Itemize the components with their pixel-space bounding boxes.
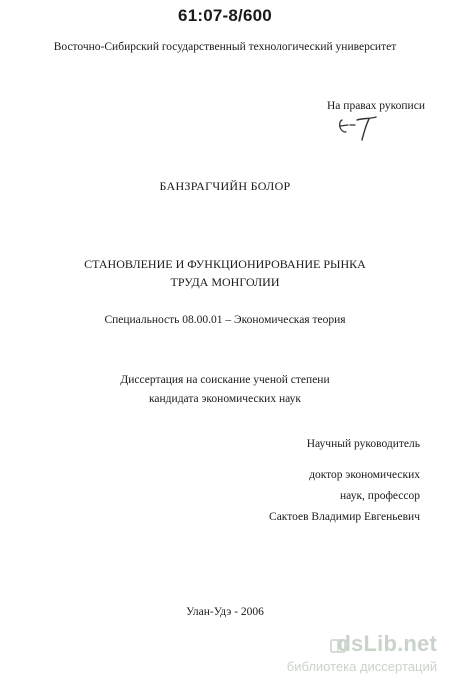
advisor-role: Научный руководитель <box>306 438 420 450</box>
watermark-logo: dsLib.net <box>337 631 437 656</box>
city-year: Улан-Удэ - 2006 <box>186 606 264 618</box>
advisor-title: наук, профессор <box>340 490 420 502</box>
watermark-subtitle: библиотека диссертаций <box>286 659 437 674</box>
thesis-title-line-2: ТРУДА МОНГОЛИИ <box>170 275 280 289</box>
university-name: Восточно-Сибирский государственный технологический университет <box>53 41 397 53</box>
advisor-degree: доктор экономических <box>309 469 420 481</box>
thesis-title-line-1: СТАНОВЛЕНИЕ И ФУНКЦИОНИРОВАНИЕ РЫНКА <box>84 257 366 271</box>
handwritten-signature <box>336 110 384 142</box>
author-name: БАНЗРАГЧИЙН БОЛОР <box>159 179 291 193</box>
manuscript-rights-label: На правах рукописи <box>327 100 425 112</box>
advisor-name: Сактоев Владимир Евгеньевич <box>269 511 420 523</box>
dissertation-degree-line-1: Диссертация на соискание ученой степени <box>120 374 330 386</box>
dissertation-degree-line-2: кандидата экономических наук <box>149 393 301 405</box>
specialty: Специальность 08.00.01 – Экономическая теория <box>104 314 346 326</box>
document-code: 61:07-8/600 <box>178 6 272 25</box>
